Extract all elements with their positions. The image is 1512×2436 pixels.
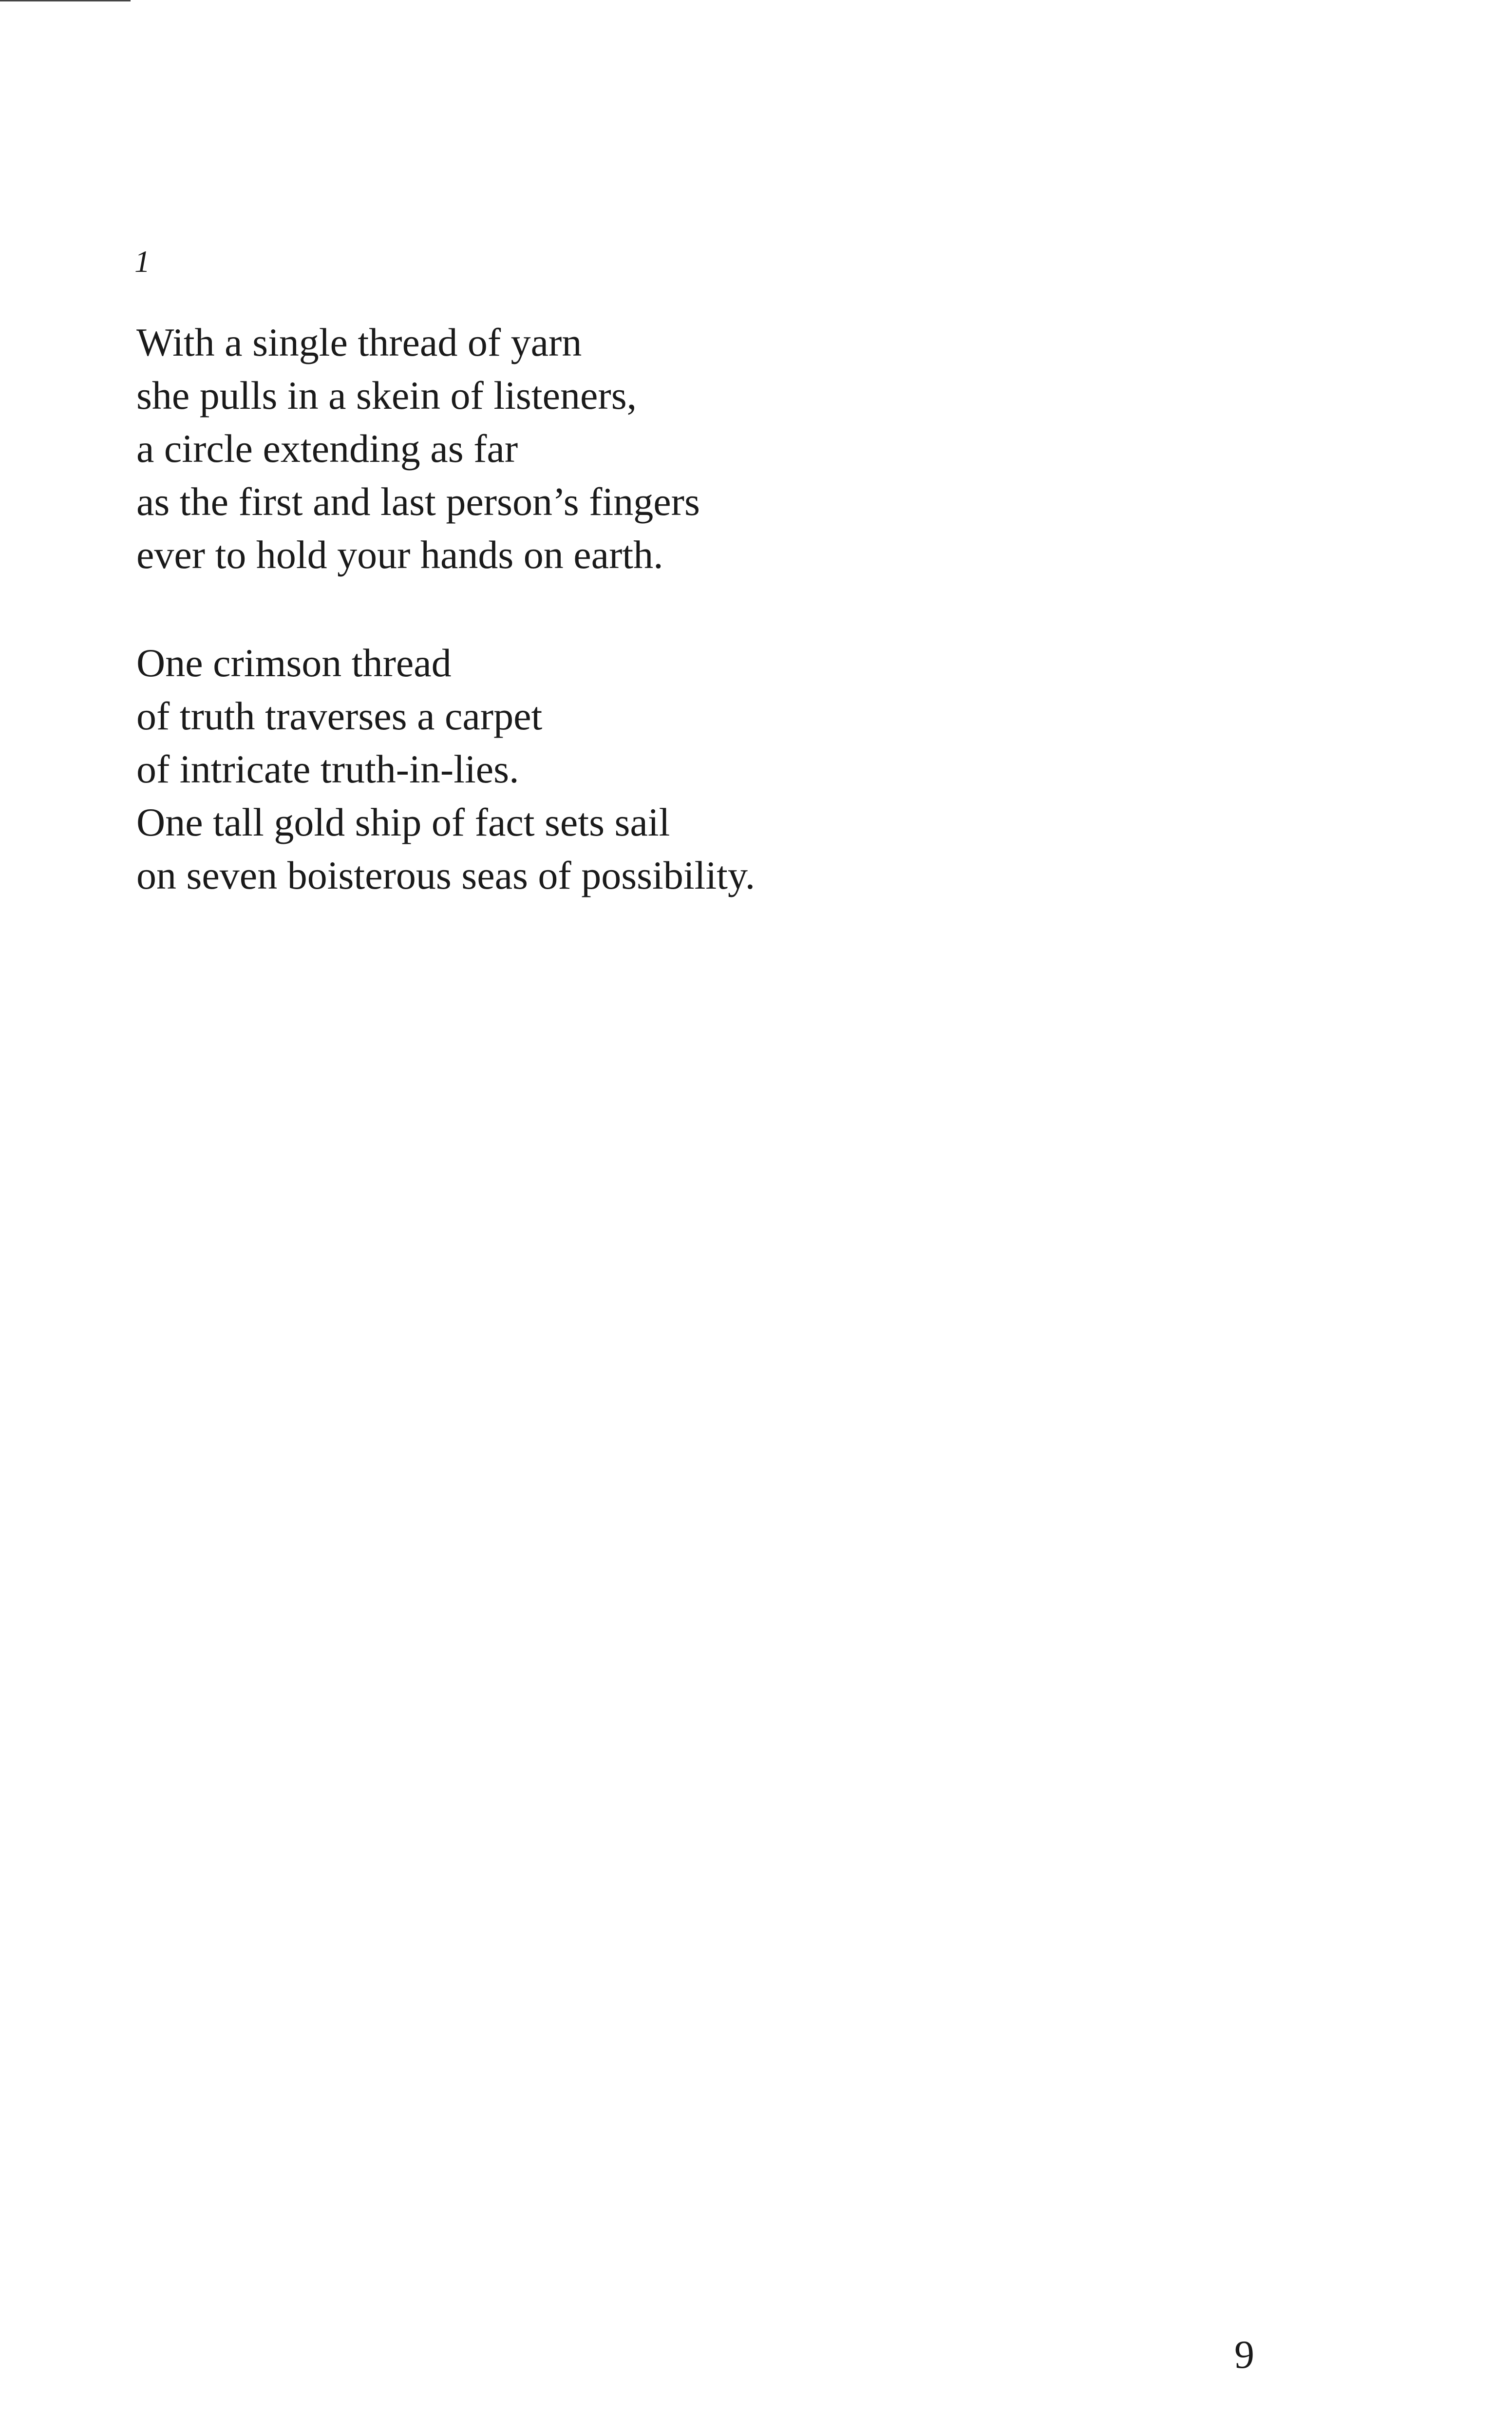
poem-line: of truth traverses a carpet — [136, 694, 543, 738]
poem-line: One crimson thread — [136, 641, 452, 685]
poem-line: One tall gold ship of fact sets sail — [136, 800, 670, 844]
poem-line: With a single thread of yarn — [136, 320, 582, 364]
poem-line: a circle extending as far — [136, 426, 518, 471]
stanza-1 — [136, 316, 700, 581]
poem-line: ever to hold your hands on earth. — [136, 533, 663, 577]
poem-line: as the first and last person’s fingers — [136, 479, 700, 524]
stanza-2 — [136, 636, 755, 902]
page-number: 9 — [1234, 2332, 1254, 2377]
scan-edge-rule — [0, 0, 131, 1]
poem-line: she pulls in a skein of listeners, — [136, 373, 637, 418]
poem-line: of intricate truth-in-lies. — [136, 747, 519, 791]
poem-line: on seven boisterous seas of possibility. — [136, 853, 756, 897]
poem-number: 1 — [134, 244, 150, 279]
